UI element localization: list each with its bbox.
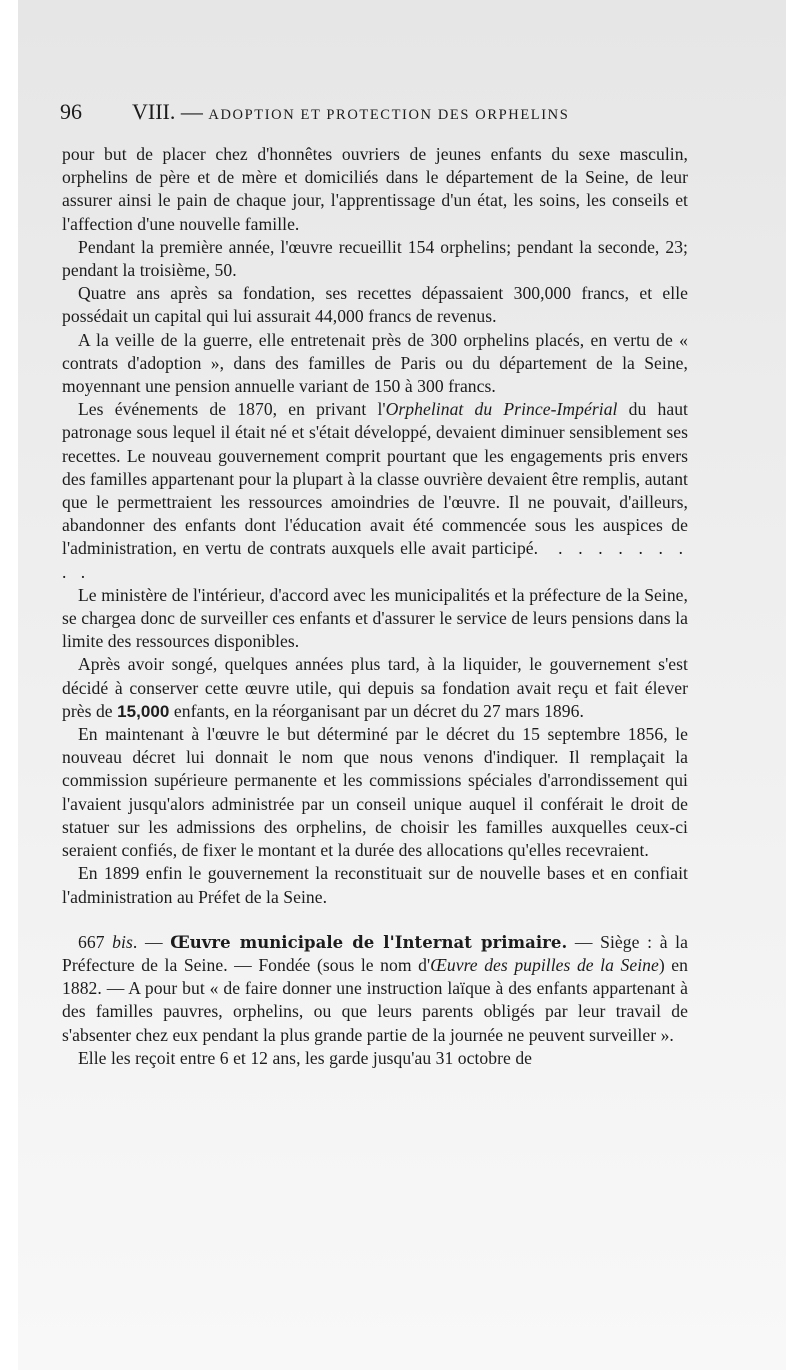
p5-text-before: Les événements de 1870, en privant l' (78, 399, 386, 420)
paragraph-5 (62, 398, 688, 584)
section-gap (62, 909, 688, 931)
entry-text-a: — Siège : à la Préfecture de la Seine. — Fondée (sous le nom d' (62, 931, 688, 975)
entry-title: Œuvre municipale de l'Internat primaire. (170, 932, 568, 952)
page-body (62, 143, 688, 1070)
entry-number-suffix: bis (112, 931, 133, 952)
p7-text-before: Après avoir songé, quelques années plus tard, à la liquider, le gouvernement s'est décidé à conserver cette œuvre utile, qui depuis sa fondation avait reçu et fait élever près de (62, 654, 688, 721)
leader-dots: . . . . . . . . . (62, 538, 688, 582)
entry-dash: . — (132, 931, 171, 952)
paragraph-1: pour but de placer chez d'honnêtes ouvriers de jeunes enfants du sexe masculin, orphelins de père et de mère et domiciliés dans le département de la Seine, de leur assurer ainsi le pain de chaque jour, l'apprentissage d'un état, les soins, les conseils et l'affection d'une nouvelle famille. (62, 144, 688, 234)
paragraph-9: En 1899 enfin le gouvernement la reconstituait sur de nouvelle bases et en confiait l'administration au Préfet de la Seine. (62, 863, 688, 907)
entry-italic-name: Œuvre des pupilles de la Seine (430, 954, 659, 975)
entry-667bis (62, 931, 688, 1047)
paragraph-next: Elle les reçoit entre 6 et 12 ans, les garde jusqu'au 31 octobre de (78, 1047, 533, 1068)
paragraph-3: Quatre ans après sa fondation, ses recettes dépassaient 300,000 francs, et elle possédait un capital qui lui assurait 44,000 francs de revenus. (62, 283, 688, 327)
entry-text-b: ) en 1882. — A pour but « de faire donner une instruction laïque à des enfants appartenant à des familles pauvres, orphelins, ou que leurs parents obligés par leur travail de s'absenter chez eux pendant la plus grande partie de la journée ne peuvent surveiller ». (62, 954, 688, 1045)
chapter-numeral: VIII. — (132, 99, 203, 124)
paragraph-7 (62, 653, 688, 723)
running-head (60, 98, 750, 129)
p5-italic-title: Orphelinat du Prince-Impérial (385, 399, 618, 420)
page-number: 96 (60, 99, 82, 124)
p7-text-after: enfants, en la réorganisant par un décret du 27 mars 1896. (169, 700, 584, 721)
chapter-title: ADOPTION ET PROTECTION DES ORPHELINS (208, 107, 570, 123)
p5-text-after: du haut patronage sous lequel il était né et s'était développé, devaient diminuer sensiblement ses recettes. Le nouveau gouvernement comprit pourtant que les engagements pris envers des familles appartenant pour la plupart à la classe ouvrière devaient être remplis, autant que le permettraient les ressources amoindries de l'œuvre. Il ne pouvait, d'ailleurs, abandonner des enfants dont l'éducation avait été commencée sous les auspices de l'administration, en vertu de contrats auxquels elle avait participé. (62, 399, 688, 559)
paragraph-4: A la veille de la guerre, elle entretenait près de 300 orphelins placés, en vertu de « contrats d'adoption », dans des familles de Paris ou du département de la Seine, moyennant une pension annuelle variant de 150 à 300 francs. (62, 329, 688, 397)
paragraph-6: Le ministère de l'intérieur, d'accord avec les municipalités et la préfecture de la Seine, se chargea donc de surveiller ces enfants et d'assurer le service de leurs pensions dans la limite des ressources disponibles. (62, 584, 688, 652)
entry-number: 667 (78, 931, 113, 952)
p7-bold-number: 15,000 (117, 701, 170, 721)
paragraph-2: Pendant la première année, l'œuvre recueillit 154 orphelins; pendant la seconde, 23; pendant la troisième, 50. (62, 236, 688, 281)
paragraph-8: En maintenant à l'œuvre le but déterminé par le décret du 15 septembre 1856, le nouveau décret lui donnait le nom que nous venons d'indiquer. Il remplaçait la commission supérieure permanente et les commissions spéciales d'arrondissement qui l'avaient jusqu'alors administrée par un conseil unique auquel il conférait le droit de statuer sur les admissions des orphelins, de choisir les familles auxquelles ceux-ci seraient confiés, de fixer le montant et la durée des allocations qu'elles recevraient. (62, 724, 688, 861)
